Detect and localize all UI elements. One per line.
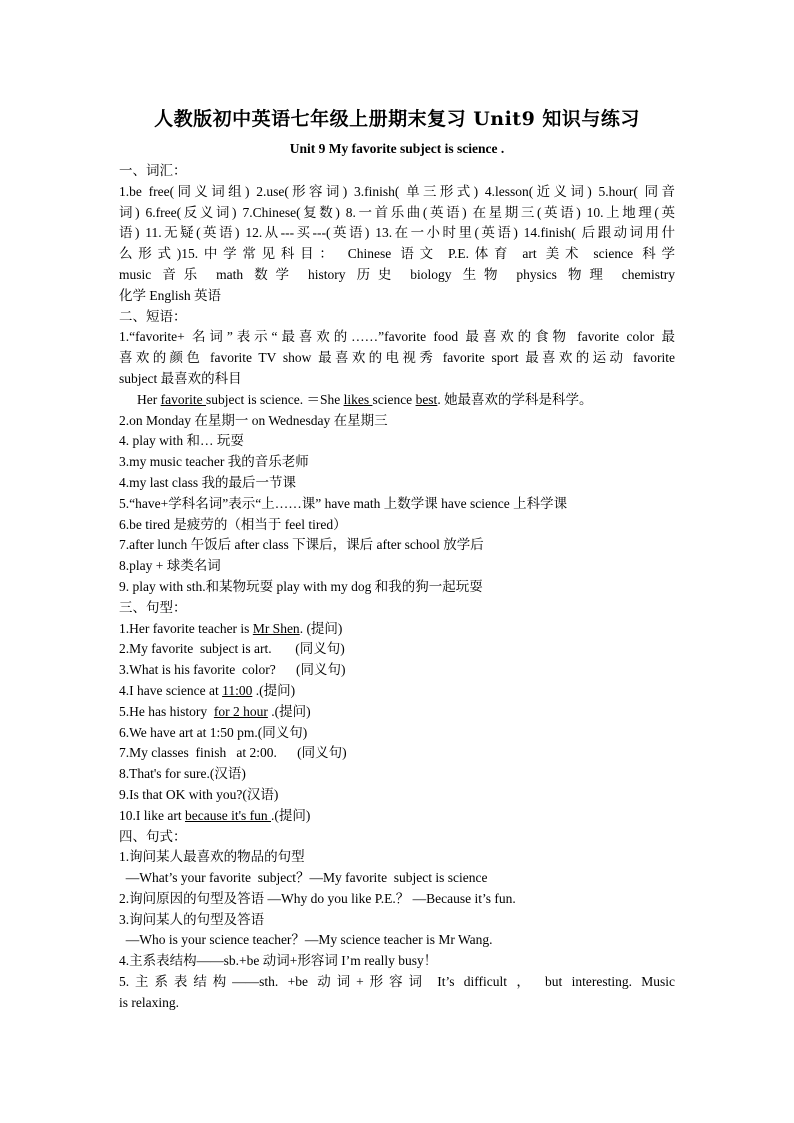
document-page [119,100,675,1014]
pattern-item: 2.My favorite subject is art. (同义句) [119,641,345,657]
pattern-text: . (提问) [299,620,343,636]
structures-heading: 四、句式： [119,828,187,844]
phrase-item: 3.my music teacher 我的音乐老师 [119,454,309,470]
pattern-item: 7.My classes finish at 2:00. (同义句) [119,745,347,761]
pattern-text: 10.I like art [119,807,185,823]
pattern-text: .(提问) [252,682,296,698]
example-text: Her [137,391,161,407]
phrases-heading: 二、短语： [119,308,187,324]
underlined-word: best [415,391,438,407]
example-text: science [372,391,416,407]
pattern-text: 1.Her favorite teacher is [119,620,253,636]
unit-subtitle: Unit 9 My favorite subject is science . [289,141,505,156]
example-sentence [119,390,675,411]
example-text: . 她最喜欢的学科是科学。 [437,391,593,407]
phrase-item: 6.be tired 是疲劳的（相当于 feel tired） [119,516,347,532]
vocab-line: 词) 6.free(反义词) 7.Chinese(复数) 8.一首乐曲(英语) 在星期三(英语) 10.上地理(英 [119,204,675,220]
pattern-item: 9.Is that OK with you?(汉语) [119,786,279,802]
example-text: subject is science. ＝She [205,391,344,407]
vocab-line: 么形式)15.中学常见科目： Chinese 语文 P.E.体育 art 美术 science 科学 [119,246,675,262]
pattern-item [119,806,675,827]
structure-item: 2.询问原因的句型及答语 —Why do you like P.E.？ —Because it’s fun. [119,890,516,906]
phrase-line: 1.“favorite+ 名词”表示“最喜欢的……”favorite food 最喜欢的食物 favorite color 最 [119,329,675,345]
structures-section [119,827,675,1014]
underlined-word: likes [343,391,373,407]
phrase-item: 7.after lunch 午饭后 after class 下课后，课后 after school 放学后 [119,537,484,553]
pattern-item [119,681,675,702]
phrase-item: 2.on Monday 在星期一 on Wednesday 在星期三 [119,412,388,428]
structure-item: 1.询问某人最喜欢的物品的句型 [119,849,305,865]
underlined-answer: Mr Shen [252,620,300,636]
structure-item: —Who is your science teacher？—My science teacher is Mr Wang. [119,932,493,948]
phrase-item: 5.“have+学科名词”表示“上……课” have math 上数学课 have science 上科学课 [119,495,568,511]
patterns-heading: 三、句型： [119,599,187,615]
structure-item: 5.主系表结构——sth. +be 动词+形容词 It’s difficult ， but interesting. Music [119,974,675,990]
pattern-text: 5.He has history [119,703,214,719]
phrase-line: 喜欢的颜色 favorite TV show 最喜欢的电视秀 favorite sport 最喜欢的运动 favorite [119,350,675,366]
patterns-section [119,598,675,827]
pattern-item [119,619,675,640]
pattern-item: 8.That's for sure.(汉语) [119,766,246,782]
document-title: 人教版初中英语七年级上册期末复习 Unit9 知识与练习 [154,108,640,130]
structure-item: is relaxing. [119,994,179,1010]
pattern-text: .(提问) [267,703,311,719]
pattern-text: .(提问) [271,807,311,823]
phrase-item: 4. play with 和… 玩耍 [119,433,244,449]
vocab-heading: 一、词汇： [119,163,187,178]
underlined-answer: for 2 hour [213,703,268,719]
underlined-answer: 11:00 [222,682,253,698]
pattern-item: 6.We have art at 1:50 pm.(同义句) [119,724,308,740]
phrase-item: 9. play with sth.和某物玩耍 play with my dog 和我的狗一起玩耍 [119,578,483,594]
phrase-item: 4.my last class 我的最后一节课 [119,474,296,490]
pattern-item: 3.What is his favorite color? (同义句) [119,662,346,678]
phrase-line: subject 最喜欢的科目 [119,370,242,386]
underlined-word: favorite [160,391,206,407]
underlined-answer: because it's fun [184,807,272,823]
vocab-line: 1.be free(同义词组) 2.use(形容词) 3.finish( 单三形式) 4.lesson(近义词) 5.hour( 同音 [119,183,675,199]
pattern-text: 4.I have science at [119,682,223,698]
vocab-line: 化学 English 英语 [119,287,222,303]
vocab-line: 语) 11.无疑(英语) 12.从---买---(英语) 13.在一小时里(英语) 14.finish( 后跟动词用什 [119,225,675,241]
vocab-line: music 音乐 math 数学 history 历史 biology 生物 physics 物理 chemistry [119,266,675,282]
vocab-section [119,161,675,307]
pattern-item [119,702,675,723]
structure-item: 4.主系表结构——sb.+be 动词+形容词 I’m really busy！ [119,953,438,969]
structure-item: —What’s your favorite subject？—My favorite subject is science [119,870,488,886]
phrases-section [119,307,675,598]
structure-item: 3.询问某人的句型及答语 [119,911,265,927]
phrase-item: 8.play + 球类名词 [119,558,221,574]
